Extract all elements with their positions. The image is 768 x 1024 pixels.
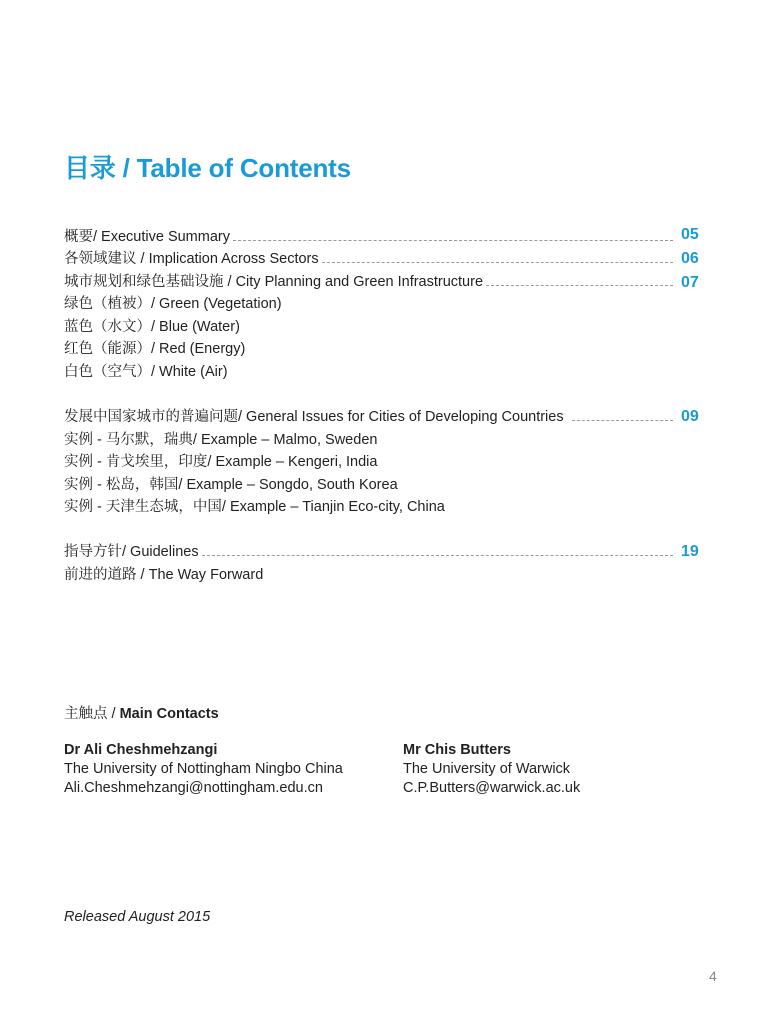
- toc-subentry-songdo[interactable]: 实例 - 松岛，韩国/ Example – Songdo, South Korea: [64, 477, 398, 493]
- toc-entry-label: 各领域建议 / Implication Across Sectors: [64, 251, 319, 267]
- toc-entry-executive-summary[interactable]: [64, 224, 674, 246]
- toc-leader: [202, 554, 673, 556]
- toc-page-number: 05: [681, 226, 699, 243]
- contacts-heading: [64, 702, 219, 723]
- toc-entry-city-planning[interactable]: [64, 269, 674, 291]
- contacts-heading-cn: 主触点 /: [64, 706, 120, 722]
- toc-subentry-kengeri[interactable]: 实例 - 肯戈埃里，印度/ Example – Kengeri, India: [64, 454, 378, 470]
- contact-email[interactable]: Ali.Cheshmehzangi@nottingham.edu.cn: [64, 780, 323, 796]
- toc-subentry-red[interactable]: 红色（能源）/ Red (Energy): [64, 341, 246, 357]
- toc-subentry-green[interactable]: 绿色（植被）/ Green (Vegetation): [64, 296, 282, 312]
- toc-page-number: 07: [681, 274, 699, 291]
- contact-card: [403, 741, 580, 798]
- toc-leader: [572, 419, 673, 421]
- toc-entry-label: 概要/ Executive Summary: [64, 229, 230, 245]
- toc-page-number: 09: [681, 408, 699, 425]
- release-date: Released August 2015: [64, 909, 211, 925]
- contact-card: [64, 741, 343, 798]
- toc-subentry-way-forward[interactable]: 前进的道路 / The Way Forward: [64, 567, 264, 583]
- toc-leader: [233, 239, 673, 241]
- toc-entry-guidelines[interactable]: [64, 539, 674, 561]
- toc-page-number: 06: [681, 250, 699, 267]
- page-title: 目录 / Table of Contents: [64, 153, 351, 183]
- toc-leader: [322, 261, 673, 263]
- contact-organization: The University of Warwick: [403, 761, 571, 777]
- toc-entry-label: 指导方针/ Guidelines: [64, 544, 199, 560]
- toc-entry-label: 城市规划和绿色基础设施 / City Planning and Green Infrastructure: [64, 274, 484, 290]
- toc-page-number: 19: [681, 543, 699, 560]
- toc-entry-label: 发展中国家城市的普遍问题/ General Issues for Cities of Developing Countries: [64, 409, 564, 425]
- toc-subentry-blue[interactable]: 蓝色（水文）/ Blue (Water): [64, 319, 240, 335]
- toc-leader: [486, 284, 673, 286]
- toc-entry-general-issues[interactable]: [64, 404, 674, 426]
- toc-subentry-white[interactable]: 白色（空气）/ White (Air): [64, 364, 228, 380]
- contact-name: Mr Chis Butters: [403, 742, 511, 758]
- page-number: 4: [709, 968, 717, 984]
- contact-email[interactable]: C.P.Butters@warwick.ac.uk: [403, 780, 581, 796]
- toc-subentry-tianjin[interactable]: 实例 - 天津生态城，中国/ Example – Tianjin Eco-city, China: [64, 499, 445, 515]
- toc-subentry-malmo[interactable]: 实例 - 马尔默，瑞典/ Example – Malmo, Sweden: [64, 432, 378, 448]
- contact-organization: The University of Nottingham Ningbo China: [64, 761, 343, 777]
- contacts-heading-en: Main Contacts: [119, 706, 219, 722]
- toc-entry-implication-across-sectors[interactable]: [64, 246, 674, 268]
- contact-name: Dr Ali Cheshmehzangi: [64, 742, 218, 758]
